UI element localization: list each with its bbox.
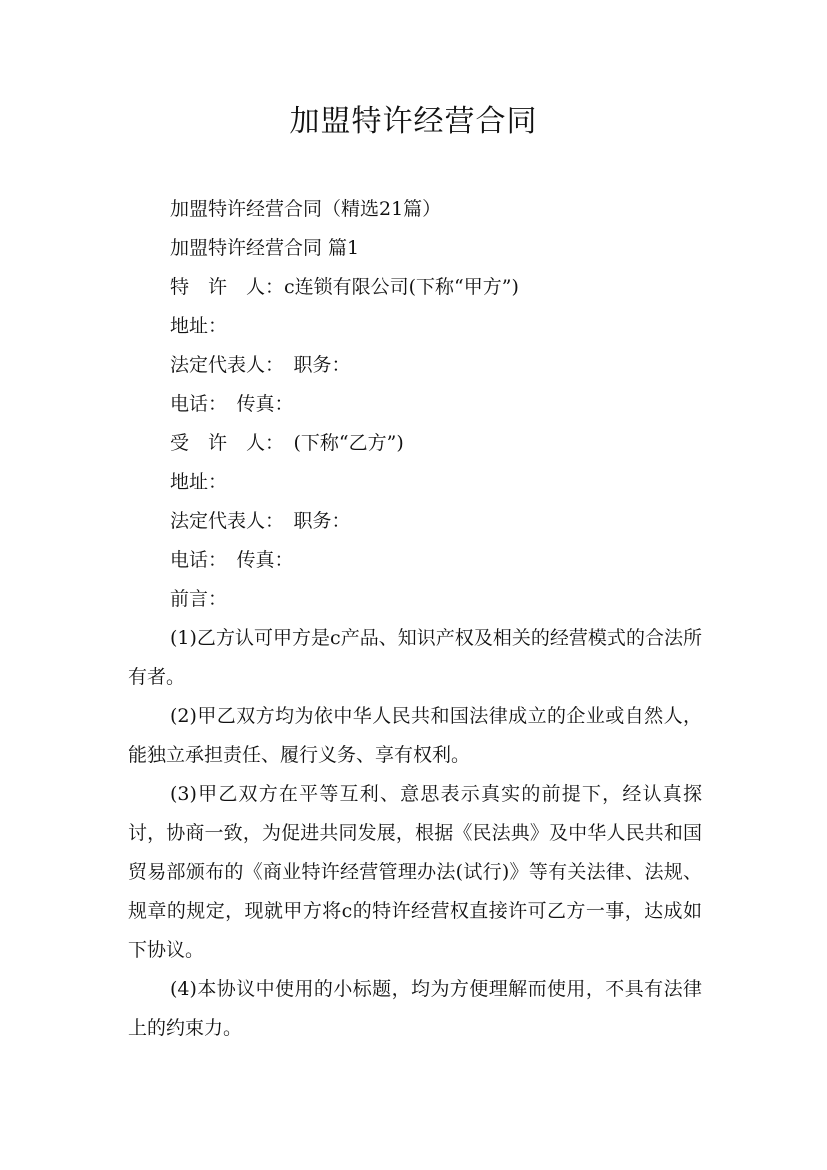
franchisee-address-line: 地址： xyxy=(170,471,228,493)
preface-paragraph-1: (1)乙方认可甲方是c产品、知识产权及相关的经营模式的合法所有者。 xyxy=(128,627,702,688)
preface-paragraph-3: (3)甲乙双方在平等互利、意思表示真实的前提下，经认真探讨，协商一致，为促进共同发展，根据《民法典》及中华人民共和国贸易部颁布的《商业特许经营管理办法(试行)》等有关法律、法规、规章的规定，现就甲方将c的特许经营权直接许可乙方一事，达成如下协议。 xyxy=(128,783,702,961)
franchisor-line: 特 许 人：c连锁有限公司(下称“甲方”) xyxy=(170,276,519,298)
preface-heading: 前言： xyxy=(170,588,228,610)
preface-paragraph-4: (4)本协议中使用的小标题，均为方便理解而使用，不具有法律上的约束力。 xyxy=(128,978,702,1039)
franchisor-representative-line: 法定代表人： 职务： xyxy=(170,354,351,376)
franchisee-line: 受 许 人： (下称“乙方”) xyxy=(170,432,404,454)
franchisor-address-line: 地址： xyxy=(170,315,228,337)
document-body xyxy=(128,190,702,1048)
preface-paragraph-2: (2)甲乙双方均为依中华人民共和国法律成立的企业或自然人，能独立承担责任、履行义务、享有权利。 xyxy=(128,705,702,766)
document-title: 加盟特许经营合同 xyxy=(289,104,538,139)
franchisee-representative-line: 法定代表人： 职务： xyxy=(170,510,351,532)
subtitle-line: 加盟特许经营合同（精选21篇） xyxy=(170,198,442,220)
franchisee-phone-line: 电话： 传真： xyxy=(170,549,294,571)
franchisor-phone-line: 电话： 传真： xyxy=(170,393,294,415)
section-heading: 加盟特许经营合同 篇1 xyxy=(170,237,360,259)
